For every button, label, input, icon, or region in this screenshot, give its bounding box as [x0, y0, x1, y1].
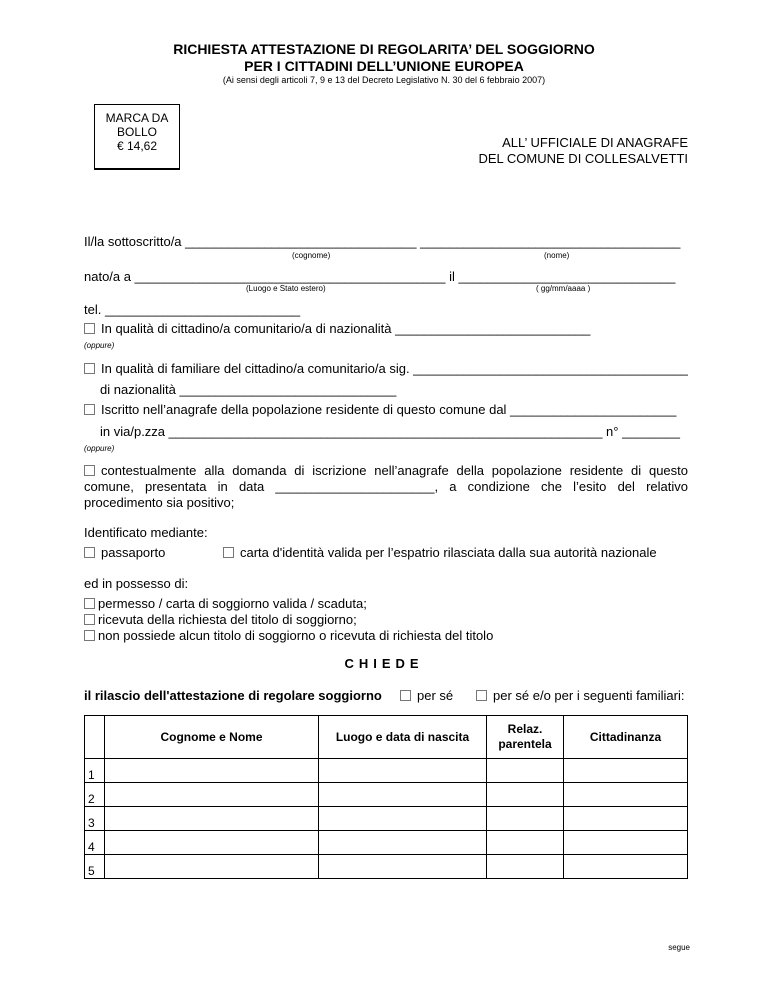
luogo-label: (Luogo e Stato estero): [246, 284, 326, 293]
row-number: 5: [85, 855, 105, 879]
recipient-line1: ALL’ UFFICIALE DI ANAGRAFE: [502, 135, 688, 150]
table-row: [85, 831, 688, 855]
option-familiare-label: In qualità di familiare del cittadino/a comunitario/a sig. ______________________________________: [101, 361, 688, 376]
checkbox-icon[interactable]: [400, 690, 411, 701]
option-per-se[interactable]: [400, 688, 453, 703]
table-cell[interactable]: [105, 855, 319, 879]
nome-label: (nome): [544, 251, 570, 260]
recipient-line2: DEL COMUNE DI COLLESALVETTI: [478, 151, 688, 166]
table-cell[interactable]: [564, 855, 688, 879]
option-ricevuta-label: ricevuta della richiesta del titolo di soggiorno;: [98, 612, 357, 627]
option-per-se-familiari[interactable]: [476, 688, 684, 703]
family-members-table: [84, 715, 688, 879]
table-header-row: [85, 716, 688, 759]
table-cell[interactable]: [487, 807, 564, 831]
row-number: 2: [85, 783, 105, 807]
option-ricevuta[interactable]: [84, 612, 357, 627]
chiede-heading: CHIEDE: [344, 656, 424, 671]
segue-label: segue: [668, 943, 690, 952]
form-subtitle: (Ai sensi degli articoli 7, 9 e 13 del Decreto Legislativo N. 30 del 6 febbraio 2007): [222, 75, 546, 85]
option-nessun-titolo-label: non possiede alcun titolo di soggiorno o ricevuta di richiesta del titolo: [98, 628, 494, 643]
row-number: 4: [85, 831, 105, 855]
oppure-label-1: (oppure): [84, 341, 115, 350]
nazionalita-field[interactable]: di nazionalità ______________________________: [100, 382, 397, 397]
table-cell[interactable]: [105, 831, 319, 855]
option-per-se-familiari-label: per sé e/o per i seguenti familiari:: [493, 688, 685, 703]
option-nessun-titolo[interactable]: [84, 628, 493, 643]
option-carta-identita[interactable]: [223, 545, 657, 560]
table-header-luogo-data: Luogo e data di nascita: [319, 716, 487, 759]
table-cell[interactable]: [319, 807, 487, 831]
table-cell[interactable]: [319, 855, 487, 879]
table-cell[interactable]: [487, 783, 564, 807]
via-field[interactable]: in via/p.zza ____________________________________________________________ n° ________: [100, 424, 680, 439]
checkbox-icon[interactable]: [84, 598, 95, 609]
option-permesso[interactable]: [84, 596, 367, 611]
option-iscritto[interactable]: [84, 402, 676, 417]
tel-field[interactable]: tel. ___________________________: [84, 302, 301, 317]
nato-field[interactable]: nato/a a ___________________________________________ il ______________________________: [84, 269, 676, 284]
table-header-cittadinanza: Cittadinanza: [564, 716, 688, 759]
option-cittadino[interactable]: [84, 321, 590, 336]
table-row: [85, 855, 688, 879]
form-title-line1: RICHIESTA ATTESTAZIONE DI REGOLARITA’ DEL SOGGIORNO: [173, 41, 595, 57]
table-cell[interactable]: [487, 855, 564, 879]
table-header-cognome-nome: Cognome e Nome: [105, 716, 319, 759]
checkbox-icon[interactable]: [84, 547, 95, 558]
checkbox-icon[interactable]: [476, 690, 487, 701]
option-contestualmente[interactable]: [84, 463, 688, 511]
table-cell[interactable]: [105, 759, 319, 783]
revenue-stamp-box: [94, 104, 180, 170]
table-cell[interactable]: [564, 831, 688, 855]
table-cell[interactable]: [319, 831, 487, 855]
table-cell[interactable]: [105, 783, 319, 807]
table-cell[interactable]: [564, 759, 688, 783]
checkbox-icon[interactable]: [84, 614, 95, 625]
table-cell[interactable]: [319, 759, 487, 783]
form-title-line2: PER I CITTADINI DELL’UNIONE EUROPEA: [244, 58, 524, 74]
option-passaporto-label: passaporto: [101, 545, 166, 560]
row-number: 3: [85, 807, 105, 831]
stamp-line3: € 14,62: [116, 139, 158, 153]
rilascio-label: il rilascio dell'attestazione di regolare soggiorno: [84, 688, 382, 703]
stamp-line1: MARCA DA: [105, 111, 169, 125]
table-cell[interactable]: [564, 783, 688, 807]
checkbox-icon[interactable]: [84, 404, 95, 415]
checkbox-icon[interactable]: [84, 363, 95, 374]
table-header-num: [85, 716, 105, 759]
row-number: 1: [85, 759, 105, 783]
table-cell[interactable]: [487, 759, 564, 783]
table-cell[interactable]: [319, 783, 487, 807]
table-row: [85, 783, 688, 807]
checkbox-icon[interactable]: [223, 547, 234, 558]
identificato-label: Identificato mediante:: [84, 525, 208, 540]
table-row: [85, 759, 688, 783]
option-contestualmente-label: contestualmente alla domanda di iscrizione nell’anagrafe della popolazione residente di questo comune, presentata in data ______________________, a condizione che l’esito del relativo procedimento sia positivo;: [84, 463, 688, 510]
table-cell[interactable]: [564, 807, 688, 831]
checkbox-icon[interactable]: [84, 323, 95, 334]
possesso-label: ed in possesso di:: [84, 576, 189, 591]
checkbox-icon[interactable]: [84, 630, 95, 641]
option-carta-identita-label: carta d'identità valida per l’espatrio rilasciata dalla sua autorità nazionale: [240, 545, 657, 560]
table-header-relazione: Relaz. parentela: [487, 716, 564, 759]
table-cell[interactable]: [105, 807, 319, 831]
table-row: [85, 807, 688, 831]
sottoscritto-field[interactable]: Il/la sottoscritto/a ________________________________ ____________________________________: [84, 234, 681, 249]
table-cell[interactable]: [487, 831, 564, 855]
checkbox-icon[interactable]: [84, 465, 95, 476]
oppure-label-2: (oppure): [84, 444, 115, 453]
option-iscritto-label: Iscritto nell’anagrafe della popolazione residente di questo comune dal _______________________: [101, 402, 677, 417]
option-per-se-label: per sé: [417, 688, 454, 703]
data-nascita-label: ( gg/mm/aaaa ): [536, 284, 591, 293]
option-passaporto[interactable]: [84, 545, 165, 560]
cognome-label: (cognome): [292, 251, 331, 260]
option-permesso-label: permesso / carta di soggiorno valida / scaduta;: [98, 596, 367, 611]
option-cittadino-label: In qualità di cittadino/a comunitario/a di nazionalità ___________________________: [101, 321, 591, 336]
stamp-line2: BOLLO: [116, 125, 158, 139]
option-familiare[interactable]: [84, 361, 688, 376]
